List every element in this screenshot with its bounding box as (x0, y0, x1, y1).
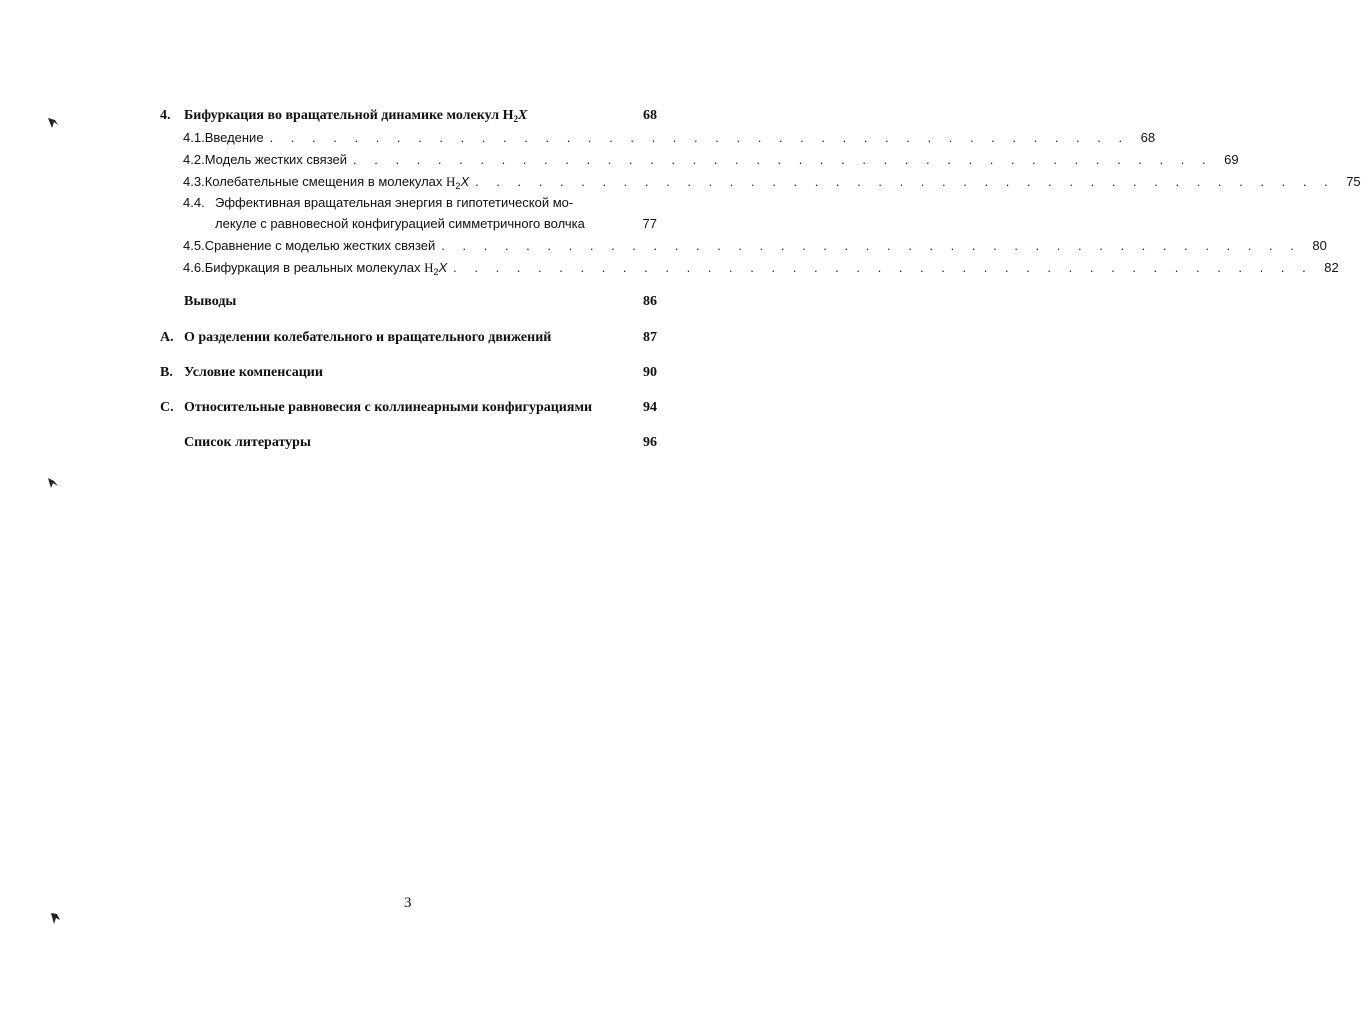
scan-mark-icon (46, 476, 60, 490)
appendix-page: 90 (643, 365, 657, 380)
dot-leader: . . . . . . . . . . . . . . . . . . . . . . . . . . . . . . . . . . . . . . . . . (441, 238, 1301, 253)
scan-mark-icon (46, 116, 60, 130)
toc-section-4-4[interactable] (183, 193, 657, 213)
appendix-page: 94 (643, 400, 657, 415)
dot-leader: . . . . . . . . . . . . . . . . . . . . . . . . . . . . . . . . . . . . . . . . . (475, 174, 1335, 189)
appendix-letter: B. (160, 365, 173, 380)
conclusions-title: Выводы (184, 294, 237, 309)
toc-appendix-b[interactable] (160, 363, 657, 383)
chapter-page: 68 (643, 108, 657, 123)
appendix-title: О разделении колебательного и вращательного движений (184, 330, 552, 345)
section-page: 77 (642, 216, 657, 231)
toc-section-4-4-continued[interactable] (183, 214, 657, 234)
appendix-page: 87 (643, 330, 657, 345)
toc-section-4-6[interactable] (183, 258, 1339, 278)
section-number: 4.1. (183, 130, 205, 145)
toc-conclusions[interactable] (184, 292, 657, 312)
toc-section-4-1[interactable] (183, 128, 1156, 148)
scan-mark-icon (48, 910, 62, 926)
section-title: Колебательные смещения в молекулах $H_2X$ (204, 174, 470, 191)
section-page: 75 (1346, 174, 1361, 189)
appendix-title: Условие компенсации (184, 365, 323, 380)
section-page: 82 (1324, 260, 1339, 275)
toc-section-4-5[interactable] (183, 236, 1327, 256)
section-number: 4.2. (183, 152, 205, 167)
section-title: Введение (204, 130, 264, 145)
appendix-title: Относительные равновесия с коллинеарными конфигурациями (184, 400, 593, 415)
section-number: 4.5. (183, 238, 205, 253)
conclusions-page: 86 (643, 294, 657, 309)
dot-leader: . . . . . . . . . . . . . . . . . . . . . . . . . . . . . . . . . . . . . . . . . (269, 130, 1130, 145)
toc-appendix-a[interactable] (160, 328, 657, 348)
toc-references[interactable] (184, 433, 657, 453)
references-page: 96 (643, 435, 657, 450)
toc-appendix-c[interactable] (160, 398, 657, 418)
section-number: 4.4. (183, 195, 205, 210)
appendix-letter: C. (160, 400, 174, 415)
toc-chapter-4[interactable] (160, 106, 657, 126)
section-number: 4.6. (183, 260, 205, 275)
section-page: 69 (1224, 152, 1239, 167)
chapter-title: Бифуркация во вращательной динамике молекул $H_2X$ (184, 108, 528, 124)
section-page: 68 (1140, 130, 1156, 145)
references-title: Список литературы (184, 435, 311, 450)
section-title: Сравнение с моделью жестких связей (204, 238, 436, 253)
section-title: Модель жестких связей (204, 152, 348, 167)
dot-leader: . . . . . . . . . . . . . . . . . . . . . . . . . . . . . . . . . . . . . . . . . (353, 152, 1213, 167)
section-title-line-2: лекуле с равновесной конфигурацией симметричного волчка (215, 216, 585, 231)
section-title: Бифуркация в реальных молекулах $H_2X$ (204, 260, 448, 277)
toc-section-4-2[interactable] (183, 150, 1239, 170)
section-title-line-1: Эффективная вращательная энергия в гипотетической мо- (215, 195, 574, 210)
page-number: 3 (404, 895, 412, 911)
section-page: 80 (1312, 238, 1327, 253)
appendix-letter: A. (160, 330, 174, 345)
dot-leader: . . . . . . . . . . . . . . . . . . . . . . . . . . . . . . . . . . . . . . . . . (453, 260, 1313, 275)
chapter-number: 4. (160, 108, 171, 123)
toc-section-4-3[interactable] (183, 172, 1361, 192)
section-number: 4.3. (183, 174, 205, 189)
